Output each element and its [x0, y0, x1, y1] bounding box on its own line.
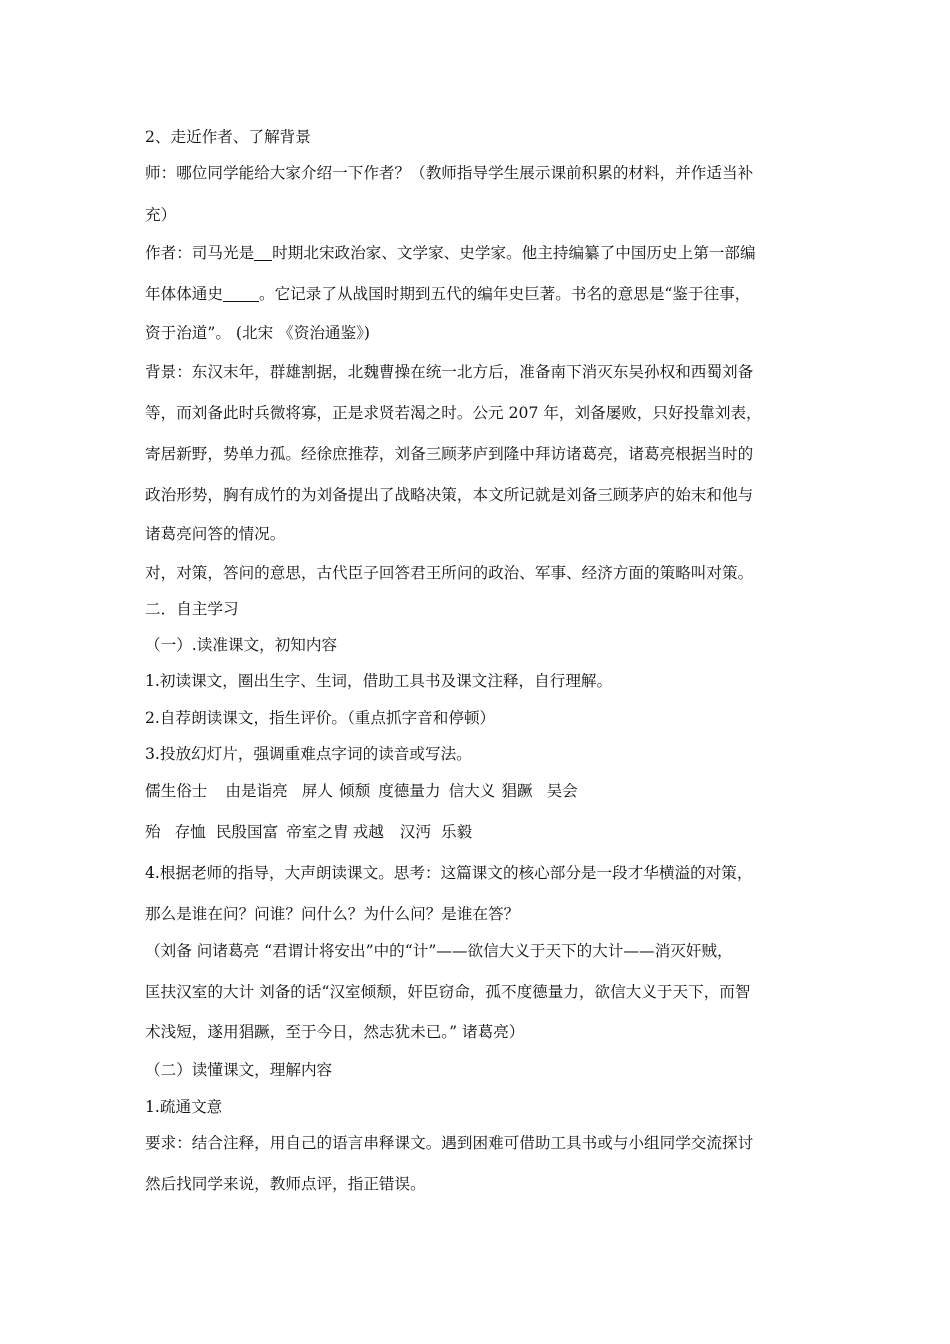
- vocab-word: 倾颓: [338, 782, 371, 800]
- part-heading: 二．自主学习: [145, 600, 239, 618]
- sub-heading: （一）.读准课文，初知内容: [145, 636, 338, 654]
- vocab-word: 屏人: [301, 782, 333, 800]
- vocab-word: 汉沔: [399, 823, 431, 841]
- answer-line-3: 术浅短，遂用猖蹶，至于今日，然志犹未已。” 诸葛亮）: [145, 1023, 525, 1041]
- vocab-word: 殆: [145, 823, 161, 841]
- vocab-word: 信大义: [448, 782, 496, 800]
- answer-line-2: 匡扶汉室的大计 刘备的话“汉室倾颓，奸臣窃命，孤不度德量力，欲信大义于天下，而智: [145, 983, 751, 1001]
- step4-line-1: 4.根据老师的指导，大声朗读课文。思考：这篇课文的核心部分是一段才华横溢的对策，: [145, 864, 753, 882]
- vocab-word: 儒生俗士: [145, 782, 208, 800]
- background-line: 寄居新野，势单力孤。经徐庶推荐，刘备三顾茅庐到隆中拜访诸葛亮，诸葛亮根据当时的: [145, 445, 754, 463]
- vocab-word: 度德量力: [378, 782, 441, 800]
- teacher-question-line-1: 师：哪位同学能给大家介绍一下作者？（教师指导学生展示课前积累的材料，并作适当补: [145, 164, 754, 182]
- step-item: 2.自荐朗读课文，指生评价。（重点抓字音和停顿）: [145, 709, 496, 727]
- vocab-word: 猖蹶: [501, 782, 533, 800]
- background-line: 等，而刘备此时兵微将寡，正是求贤若渴之时。公元 207 年，刘备屡败，只好投靠刘表，: [145, 404, 762, 422]
- vocab-row-2: [145, 822, 472, 842]
- fill-blank: [223, 285, 259, 302]
- vocab-word: 吴会: [546, 782, 578, 800]
- step-item: 1.疏通文意: [145, 1098, 223, 1116]
- author-line-1: [145, 243, 756, 263]
- background-line: 诸葛亮问答的情况。: [145, 525, 286, 543]
- author-text: 年体体通史: [145, 285, 223, 303]
- vocab-word: 帝室之胄: [286, 823, 349, 841]
- vocab-word: 存恤: [174, 823, 206, 841]
- answer-line-1: （刘备 问诸葛亮 “君谓计将安出”中的“计”——欲信大义于天下的大计——消灭奸贼，: [145, 942, 733, 960]
- section-heading: 2、走近作者、了解背景: [145, 128, 311, 146]
- step-item: 1.初读课文，圈出生字、生词，借助工具书及课文注释，自行理解。: [145, 672, 613, 690]
- fill-blank: [254, 244, 272, 261]
- step4-line-2: 那么是谁在问？问谁？问什么？为什么问？是谁在答？: [145, 905, 520, 923]
- author-line-3: 资于治道”。 (北宋 《资治通鉴》): [145, 324, 370, 342]
- teacher-question-line-2: 充）: [145, 206, 177, 224]
- requirement-line-2: 然后找同学来说，教师点评，指正错误。: [145, 1175, 426, 1193]
- step-item: 3.投放幻灯片，强调重难点字词的读音或写法。: [145, 745, 472, 763]
- vocab-word: 乐毅: [441, 823, 473, 841]
- vocab-row-1: [145, 781, 578, 801]
- background-line: 背景：东汉末年，群雄割据，北魏曹操在统一北方后，准备南下消灭东吴孙权和西蜀刘备: [145, 363, 754, 381]
- dui-definition: 对，对策，答问的意思，古代臣子回答君王所问的政治、军事、经济方面的策略叫对策。: [145, 564, 754, 582]
- author-line-2: [145, 284, 750, 304]
- requirement-line-1: 要求：结合注释，用自己的语言串释课文。遇到困难可借助工具书或与小组同学交流探讨: [145, 1134, 754, 1152]
- author-text: 。它记录了从战国时期到五代的编年史巨著。书名的意思是“鉴于往事，: [258, 285, 751, 303]
- vocab-word: 民殷国富: [215, 823, 279, 841]
- sub-heading: （二）读懂课文，理解内容: [145, 1061, 333, 1079]
- background-line: 政治形势，胸有成竹的为刘备提出了战略决策，本文所记就是刘备三顾茅庐的始末和他与: [145, 486, 754, 504]
- author-text: 时期北宋政治家、文学家、史学家。他主持编纂了中国历史上第一部编: [272, 244, 756, 262]
- author-text: 作者：司马光是: [145, 244, 255, 262]
- vocab-word: 由是诣亮: [225, 782, 288, 800]
- vocab-word: 戎越: [352, 823, 384, 841]
